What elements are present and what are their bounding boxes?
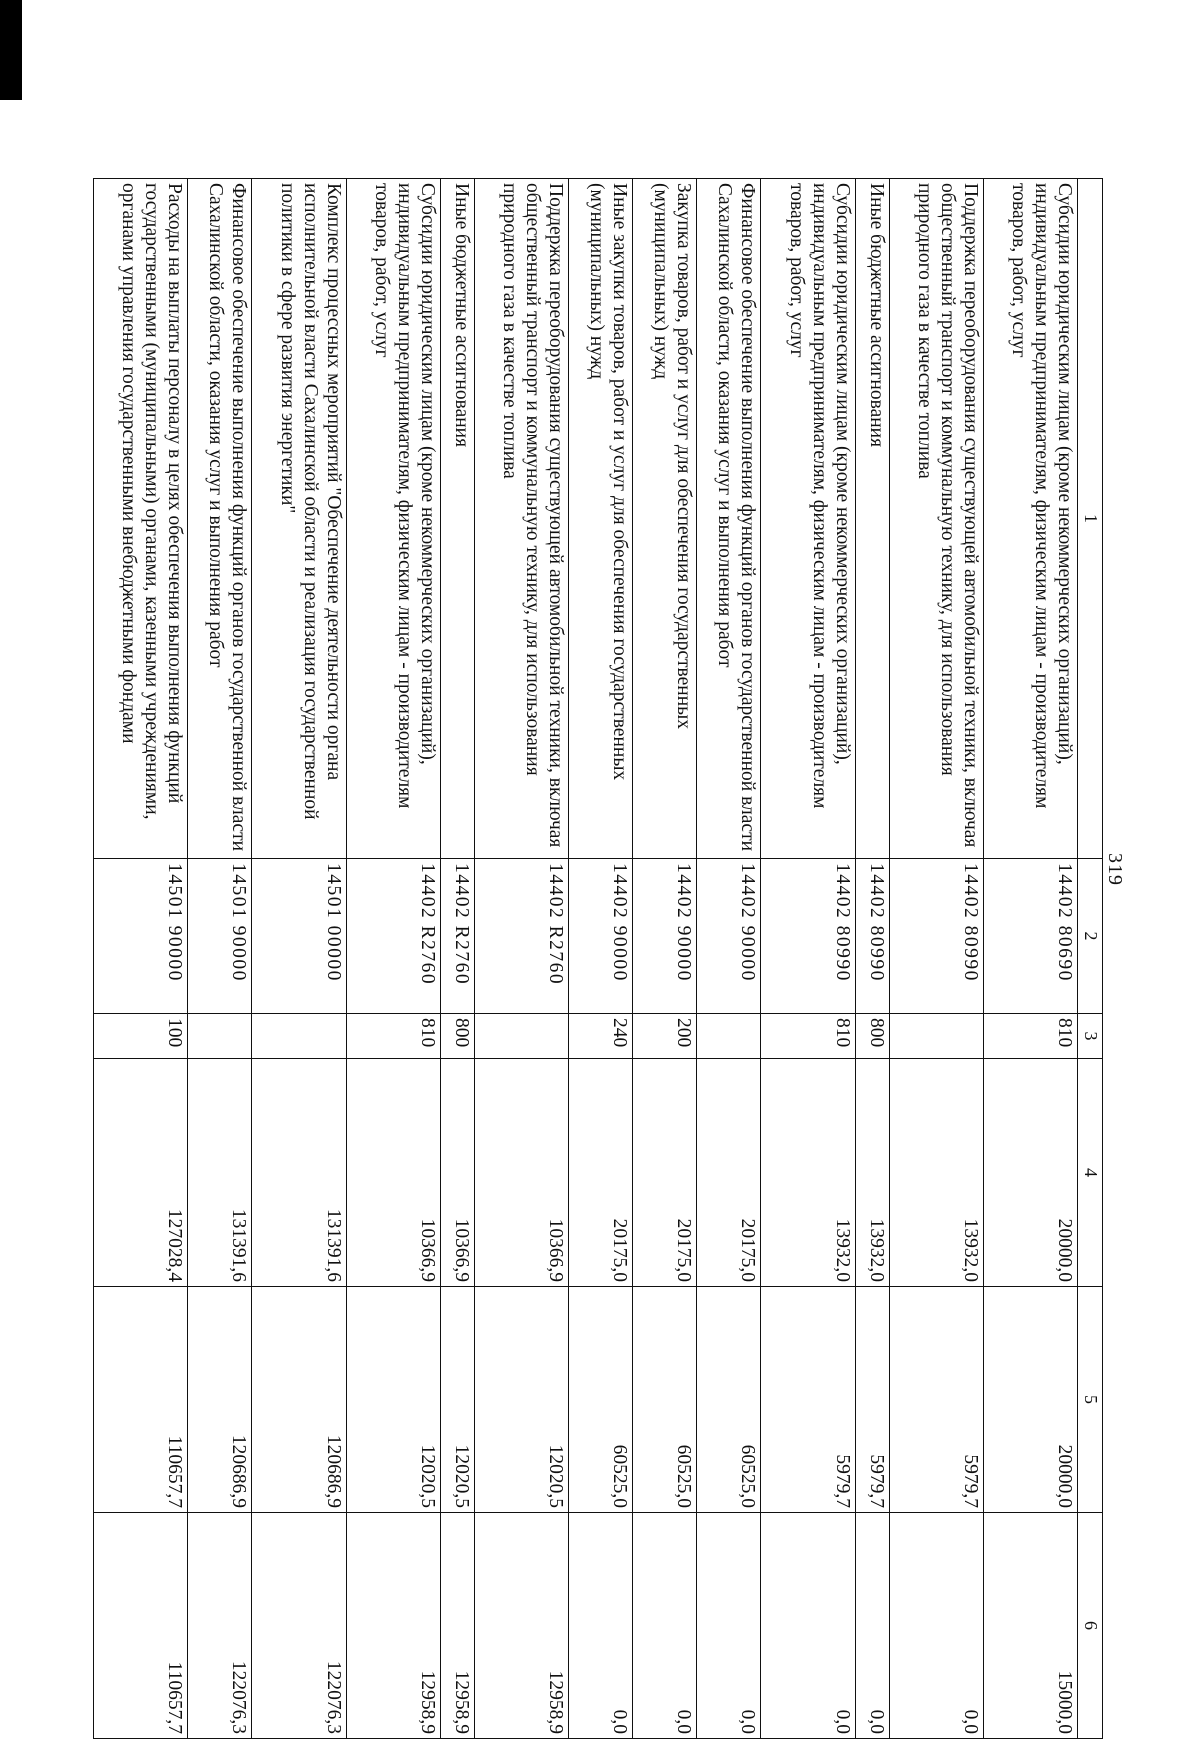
row-expense-type [252, 1014, 346, 1059]
table-row [440, 179, 474, 1739]
row-value-col5: 5979,7 [855, 1287, 889, 1513]
table-row [188, 179, 252, 1739]
row-target-code: 14402 80990 [855, 859, 889, 1014]
table-row [474, 179, 568, 1739]
row-target-code: 14402 R2760 [474, 859, 568, 1014]
row-value-col6: 0,0 [633, 1513, 697, 1739]
row-description: Иные бюджетные ассигнования [855, 179, 889, 859]
row-value-col6: 0,0 [889, 1513, 983, 1739]
row-value-col6: 122076,3 [188, 1513, 252, 1739]
scan-edge-mark [0, 0, 22, 100]
row-target-code: 14402 80990 [889, 859, 983, 1014]
row-value-col5: 60525,0 [633, 1287, 697, 1513]
row-target-code: 14402 80990 [761, 859, 855, 1014]
row-description: Закупка товаров, работ и услуг для обеспечения государственных (муниципальных) нужд [633, 179, 697, 859]
table-row [761, 179, 855, 1739]
row-value-col4: 10366,9 [440, 1059, 474, 1287]
row-value-col5: 12020,5 [346, 1287, 440, 1513]
row-value-col4: 20175,0 [633, 1059, 697, 1287]
row-value-col6: 12958,9 [474, 1513, 568, 1739]
row-description: Поддержка переоборудования существующей автомобильной техники, включая общественный транспорт и коммунальную технику, для использования природного газа в качестве топлива [889, 179, 983, 859]
row-value-col5: 120686,9 [252, 1287, 346, 1513]
row-value-col4: 20175,0 [569, 1059, 633, 1287]
row-description: Субсидии юридическим лицам (кроме некоммерческих организаций), индивидуальным предпринимателям, физическим лицам - производителям товаров, работ, услуг [983, 179, 1077, 859]
row-expense-type [188, 1014, 252, 1059]
row-value-col6: 12958,9 [346, 1513, 440, 1739]
row-description: Субсидии юридическим лицам (кроме некоммерческих организаций), индивидуальным предпринимателям, физическим лицам - производителям товаров, работ, услуг [761, 179, 855, 859]
row-value-col6: 15000,0 [983, 1513, 1077, 1739]
row-value-col4: 10366,9 [474, 1059, 568, 1287]
row-description: Поддержка переоборудования существующей автомобильной техники, включая общественный транспорт и коммунальную технику, для использования природного газа в качестве топлива [474, 179, 568, 859]
row-expense-type: 810 [983, 1014, 1077, 1059]
row-value-col6: 0,0 [761, 1513, 855, 1739]
row-expense-type: 800 [855, 1014, 889, 1059]
row-expense-type: 810 [346, 1014, 440, 1059]
row-value-col4: 13932,0 [761, 1059, 855, 1287]
row-value-col4: 131391,6 [188, 1059, 252, 1287]
column-header: 3 [1078, 1014, 1103, 1059]
row-expense-type [889, 1014, 983, 1059]
row-value-col4: 127028,4 [94, 1059, 188, 1287]
row-target-code: 14501 00000 [252, 859, 346, 1014]
row-expense-type: 800 [440, 1014, 474, 1059]
row-expense-type [697, 1014, 761, 1059]
row-description: Иные бюджетные ассигнования [440, 179, 474, 859]
row-value-col6: 12958,9 [440, 1513, 474, 1739]
row-target-code: 14402 90000 [633, 859, 697, 1014]
table-row [346, 179, 440, 1739]
row-value-col5: 60525,0 [569, 1287, 633, 1513]
table-row [889, 179, 983, 1739]
row-expense-type: 100 [94, 1014, 188, 1059]
row-description: Субсидии юридическим лицам (кроме некоммерческих организаций), индивидуальным предпринимателям, физическим лицам - производителям товаров, работ, услуг [346, 179, 440, 859]
budget-table [93, 178, 1103, 1739]
row-value-col4: 20175,0 [697, 1059, 761, 1287]
table-row [697, 179, 761, 1739]
table-row [855, 179, 889, 1739]
row-value-col5: 120686,9 [188, 1287, 252, 1513]
row-description: Финансовое обеспечение выполнения функций органов государственной власти Сахалинской области, оказания услуг и выполнения работ [188, 179, 252, 859]
row-target-code: 14501 90000 [94, 859, 188, 1014]
row-value-col5: 60525,0 [697, 1287, 761, 1513]
row-description: Иные закупки товаров, работ и услуг для обеспечения государственных (муниципальных) нужд [569, 179, 633, 859]
row-target-code: 14402 R2760 [346, 859, 440, 1014]
row-value-col4: 13932,0 [889, 1059, 983, 1287]
row-value-col4: 131391,6 [252, 1059, 346, 1287]
row-value-col6: 110657,7 [94, 1513, 188, 1739]
row-target-code: 14402 90000 [697, 859, 761, 1014]
row-value-col6: 0,0 [569, 1513, 633, 1739]
row-target-code: 14402 R2760 [440, 859, 474, 1014]
row-value-col5: 5979,7 [761, 1287, 855, 1513]
row-value-col5: 5979,7 [889, 1287, 983, 1513]
page-number: 319 [1104, 853, 1126, 886]
table-row [633, 179, 697, 1739]
table-row [94, 179, 188, 1739]
row-description: Комплекс процессных мероприятий "Обеспечение деятельности органа исполнительной власти Сахалинской области и реализация государственной политики в сфере развития энергетики" [252, 179, 346, 859]
row-target-code: 14501 90000 [188, 859, 252, 1014]
row-expense-type: 810 [761, 1014, 855, 1059]
row-value-col4: 13932,0 [855, 1059, 889, 1287]
column-header: 1 [1078, 179, 1103, 859]
table-row [983, 179, 1077, 1739]
budget-table-container [93, 178, 1103, 1738]
table-row [252, 179, 346, 1739]
row-value-col6: 0,0 [697, 1513, 761, 1739]
row-value-col6: 122076,3 [252, 1513, 346, 1739]
row-description: Расходы на выплаты персоналу в целях обеспечения выполнения функций государственными (муниципальными) органами, казенными учреждениями, органами управления государственными внебюджетными фондами [94, 179, 188, 859]
column-header: 5 [1078, 1287, 1103, 1513]
column-header: 6 [1078, 1513, 1103, 1739]
row-expense-type [474, 1014, 568, 1059]
row-value-col4: 10366,9 [346, 1059, 440, 1287]
row-target-code: 14402 90000 [569, 859, 633, 1014]
table-row [569, 179, 633, 1739]
column-header: 4 [1078, 1059, 1103, 1287]
row-expense-type: 200 [633, 1014, 697, 1059]
row-description: Финансовое обеспечение выполнения функций органов государственной власти Сахалинской области, оказания услуг и выполнения работ [697, 179, 761, 859]
row-value-col4: 20000,0 [983, 1059, 1077, 1287]
column-header: 2 [1078, 859, 1103, 1014]
row-value-col5: 12020,5 [440, 1287, 474, 1513]
row-value-col6: 0,0 [855, 1513, 889, 1739]
row-value-col5: 20000,0 [983, 1287, 1077, 1513]
row-value-col5: 12020,5 [474, 1287, 568, 1513]
row-expense-type: 240 [569, 1014, 633, 1059]
row-value-col5: 110657,7 [94, 1287, 188, 1513]
row-target-code: 14402 80690 [983, 859, 1077, 1014]
table-header-row [1078, 179, 1103, 1739]
